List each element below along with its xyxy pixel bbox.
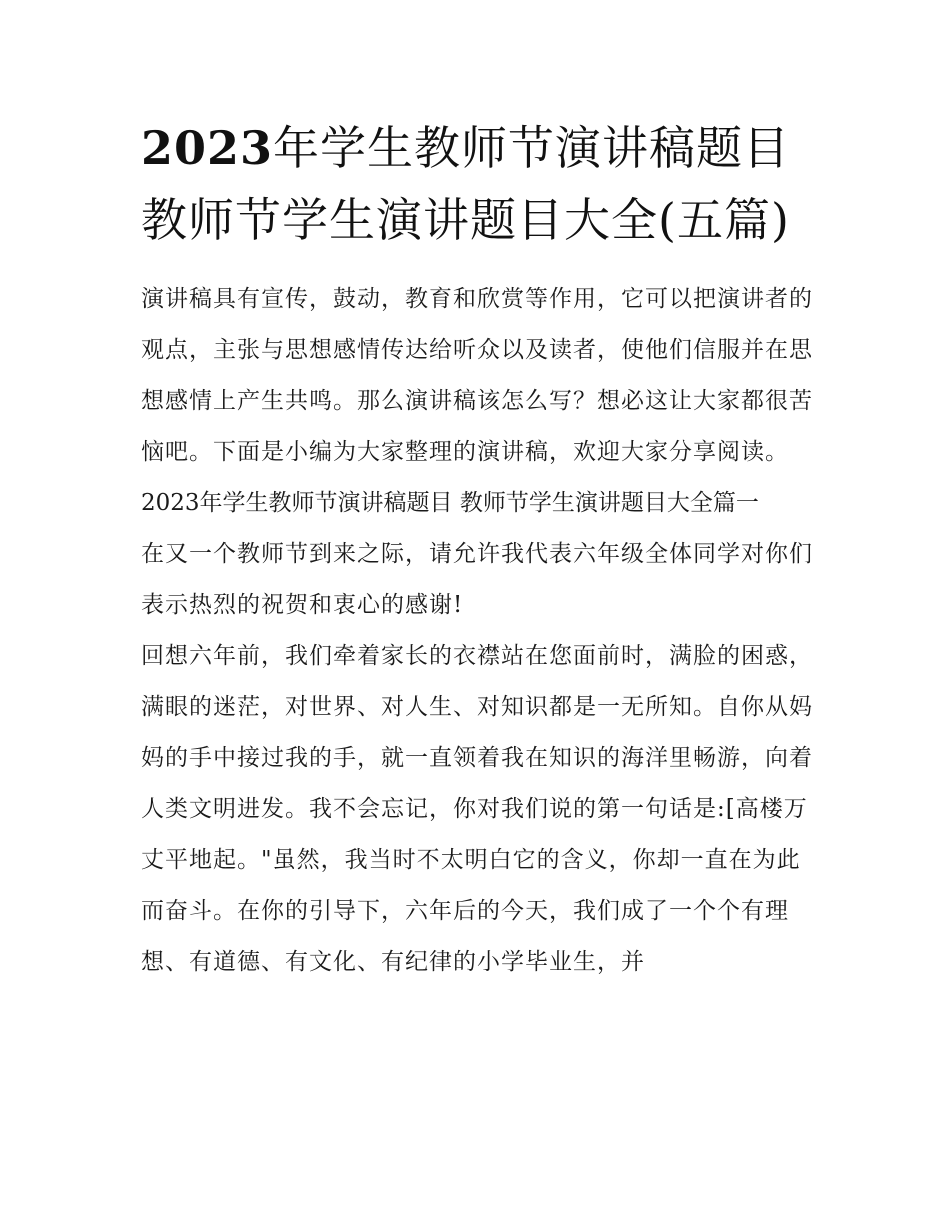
document-title — [141, 112, 813, 256]
title-text: 年学生教师节演讲稿题目 教师节学生演讲题目大全(五篇) — [141, 121, 791, 247]
body-paragraph: 在又一个教师节到来之际，请允许我代表六年级全体同学对你们表示热烈的祝贺和衷心的感谢! — [141, 541, 813, 618]
intro-paragraph: 演讲稿具有宣传，鼓动，教育和欣赏等作用，它可以把演讲者的观点，主张与思想感情传达给听众以及读者，使他们信服并在思想感情上产生共鸣。那么演讲稿该怎么写？想必这让大家都很苦恼吧。下面是小编为大家整理的演讲稿，欢迎大家分享阅读。 — [141, 286, 813, 465]
body-paragraph: 回想六年前，我们牵着家长的衣襟站在您面前时，满脸的困惑，满眼的迷茫，对世界、对人生、对知识都是一无所知。自你从妈妈的手中接过我的手，就一直领着我在知识的海洋里畅游，向着人类文明进发。我不会忘记，你对我们说的第一句话是:[高楼万丈平地起。"虽然，我当时不太明白它的含义，你却一直在为此而奋斗。在你的引导下，六年后的今天，我们成了一个个有理想、有道德、有文化、有纪律的小学毕业生，并 — [141, 643, 813, 975]
section-heading: 2023年学生教师节演讲稿题目 教师节学生演讲题目大全篇一 — [141, 490, 759, 516]
document-body — [141, 112, 813, 988]
title-year: 2023 — [141, 121, 274, 175]
